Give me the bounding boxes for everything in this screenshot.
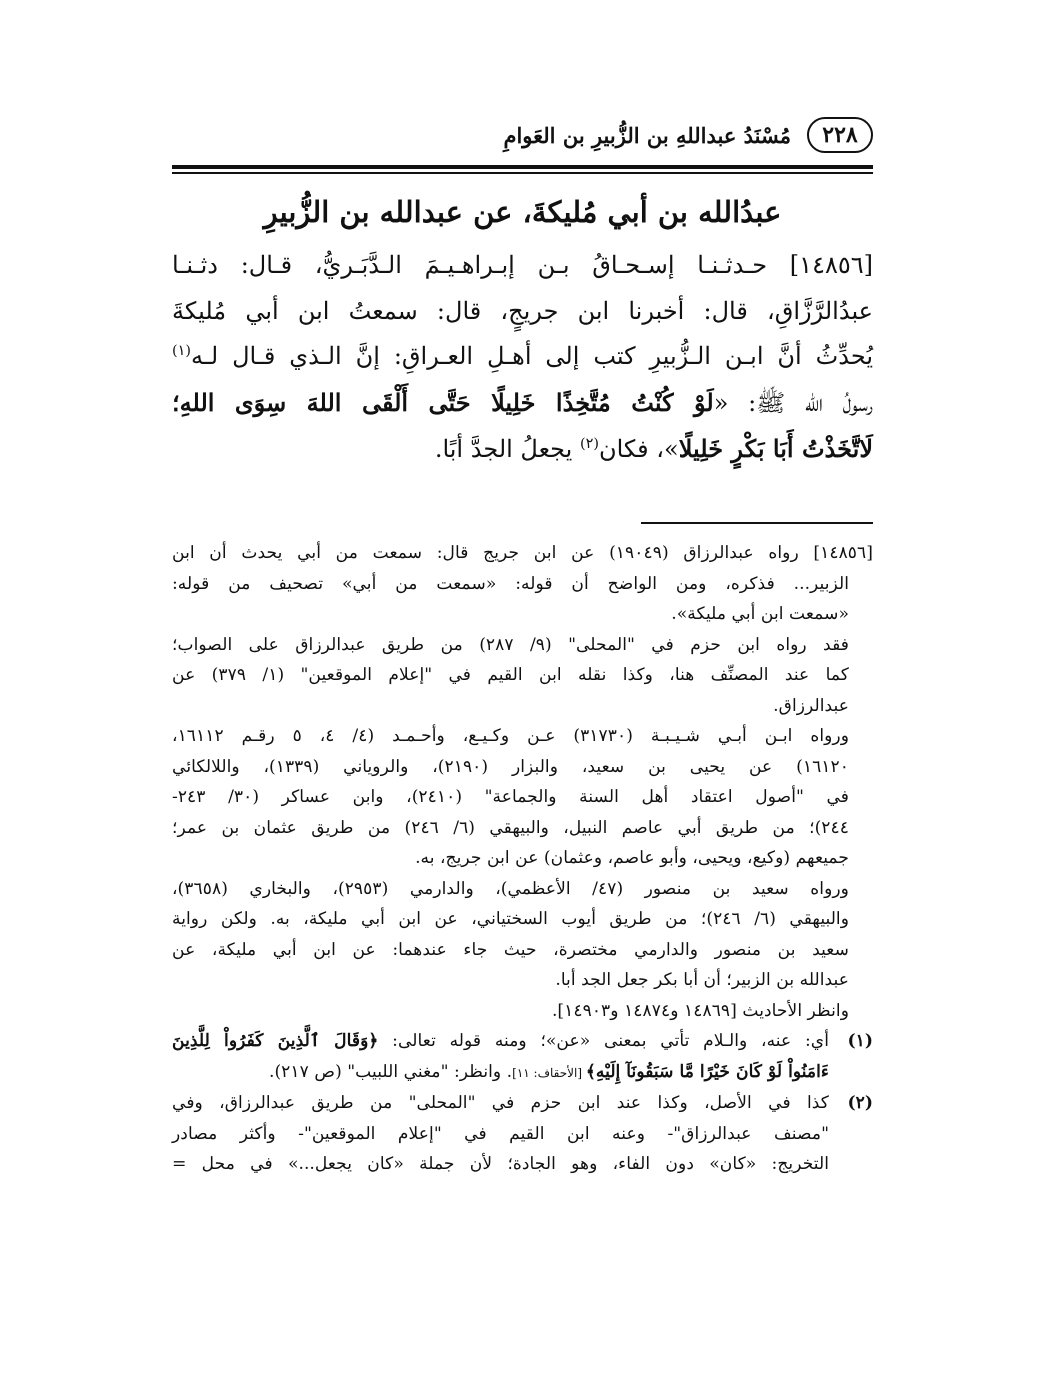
header-rule-thin (172, 172, 873, 174)
footnote-text: أي: عنه، والـلام تأتي بمعنى «عن»؛ ومنه قوله تعالى: (378, 1031, 829, 1051)
footnote-body (172, 1088, 829, 1180)
takhrij-block (172, 721, 873, 874)
takhrij-block (172, 630, 873, 722)
footnote-line: سعيد بن منصور والدارمي مختصرة، حيث جاء عندهما: عن ابن أبي مليكة، عن (172, 939, 849, 960)
page-number: ٢٢٨ (807, 117, 873, 153)
footnote-line: كذا في الأصل، وكذا عند ابن حزم في "المحلى" من طريق عبدالرزاق، وفي (172, 1093, 829, 1113)
quran-verse: ءَامَنُواْ لَوْ كَانَ خَيْرًا مَّا سَبَقُونَآ إِلَيْهِ﴾ (585, 1061, 829, 1082)
footnote-line: عبدالرزاق. (773, 695, 849, 716)
verse-reference: [الأحقاف: ١١] (512, 1065, 586, 1080)
footnote-line: [١٤٨٥٦] رواه عبدالرزاق (١٩٠٤٩) عن ابن جريج قال: سمعت من أبي يحدث أن ابن (172, 543, 873, 563)
footnote-line: ١٦١٢٠) عن يحيى بن سعيد، والبزار (٢١٩٠)، والروياني (١٣٣٩)، واللالكائي (172, 756, 850, 777)
main-line-text: رسولُ الله ﷺ: « (713, 388, 873, 417)
footnote-body (172, 1026, 829, 1088)
section-title: عبدُالله بن أبي مُليكةَ، عن عبدالله بن الزُّبيرِ (263, 195, 782, 229)
main-line (172, 334, 873, 380)
footnote-line (172, 1057, 829, 1089)
footnote-marker: (١) (172, 343, 191, 359)
takhrij-block (172, 996, 873, 1027)
main-line-text: يُحدِّثُ أنَّ ابـن الـزُّبيرِ كتب إلى أهـلِ العـراقِ: إنَّ الـذي قـال لـه (190, 342, 873, 370)
footnotes (172, 538, 873, 1180)
hadith-text: لَوْ كُنْتُ مُتَّخِذًا خَلِيلًا حَتَّى أَلْقَى اللهَ سِوَى اللهِ؛ (172, 387, 714, 417)
footnote-line: وانظر الأحاديث [١٤٨٦٩ و١٤٨٧٤ و١٤٩٠٣]. (551, 1000, 849, 1021)
footnote-line: جميعهم (وكيع، ويحيى، وأبو عاصم، وعثمان) عن ابن جريج، به. (415, 848, 849, 868)
hadith-text: لَاتَّخَذْتُ أَبَا بَكْرٍ خَلِيلًا (678, 434, 873, 463)
footnote-marker: (٢) (579, 436, 599, 452)
footnote-text: . وانظر: "مغني اللبيب" (ص ٢١٧). (268, 1061, 513, 1082)
footnote-number: (١) (847, 1031, 873, 1051)
footnote-line: ورواه سعيد بن منصور (٤٧/ الأعظمي)، والدارمي (٢٩٥٣)، والبخاري (٣٦٥٨)، (172, 878, 849, 899)
header-rule-thick (172, 165, 873, 169)
footnote-number: (٢) (847, 1093, 873, 1113)
main-line-text: »، فكان (598, 435, 679, 463)
main-line: عبدُالرَّزَّاقِ، قال: أخبرنا ابن جريجٍ، قال: سمعتُ ابن أبي مُليكةَ (172, 296, 873, 325)
footnote-line: كما عند المصنِّف هنا، وكذا نقله ابن القيم في "إعلام الموقعين" (١/ ٣٧٩) عن (172, 665, 849, 685)
footnote-line (172, 1026, 829, 1057)
main-line-text: يجعلُ الجدَّ أبًا. (434, 435, 580, 463)
footnote-line: ورواه ابـن أبـي شـيـبـة (٣١٧٣٠) عـن وكـيـع، وأحـمـد (٤/ ٤، ٥ رقـم ١٦١١٢، (172, 726, 849, 746)
quran-verse: ﴿وَقَالَ ٱلَّذِينَ كَفَرُواْ لِلَّذِينَ (172, 1031, 379, 1051)
main-hadith-text (172, 243, 873, 473)
footnote-line: ٢٤٤)؛ من طريق أبي عاصم النبيل، والبيهقي (٦/ ٢٤٦) من طريق عثمان بن عمر؛ (172, 817, 849, 838)
footnote-line: فقد رواه ابن حزم في "المحلى" (٩/ ٢٨٧) من طريق عبدالرزاق على الصواب؛ (172, 634, 849, 655)
main-line: [١٤٨٥٦] حـدثـنـا إسـحـاقُ بـن إبـراهـيـمَ الـدَّبَـريُّ، قـال: دثـنـا (172, 251, 873, 279)
running-title: مُسْنَدُ عبداللهِ بن الزُّبيرِ بن العَوامِ (503, 122, 791, 148)
footnote-2 (172, 1088, 873, 1180)
footnote-line: الزبير... فذكره، ومن الواضح أن قوله: «سمعت من أبي» تصحيف من قوله: (172, 573, 849, 594)
takhrij-block (172, 874, 873, 996)
main-line (172, 380, 873, 427)
footnote-separator (641, 522, 873, 524)
main-line (172, 426, 873, 473)
footnote-line: والبيهقي (٦/ ٢٤٦)؛ من طريق أيوب السختياني، عن ابن أبي مليكة، به. ولكن رواية (172, 909, 850, 929)
footnote-line: في "أصول اعتقاد أهل السنة والجماعة" (٢٤١٠)، وابن عساكر (٣٠/ ٢٤٣- (172, 787, 849, 807)
footnote-line: «سمعت ابن أبي مليكة». (671, 604, 849, 624)
footnote-1 (172, 1026, 873, 1088)
footnote-line: "مصنف عبدالرزاق"- وعنه ابن القيم في "إعلام الموقعين"- وأكثر مصادر (172, 1123, 829, 1144)
footnote-line: التخريج: «كان» دون الفاء، وهو الجادة؛ لأن جملة «كان يجعل...» في محل = (172, 1154, 829, 1174)
takhrij-block (172, 538, 873, 630)
footnote-line: عبدالله بن الزبير؛ أن أبا بكر جعل الجد أبا. (555, 970, 849, 990)
running-header (420, 112, 873, 158)
